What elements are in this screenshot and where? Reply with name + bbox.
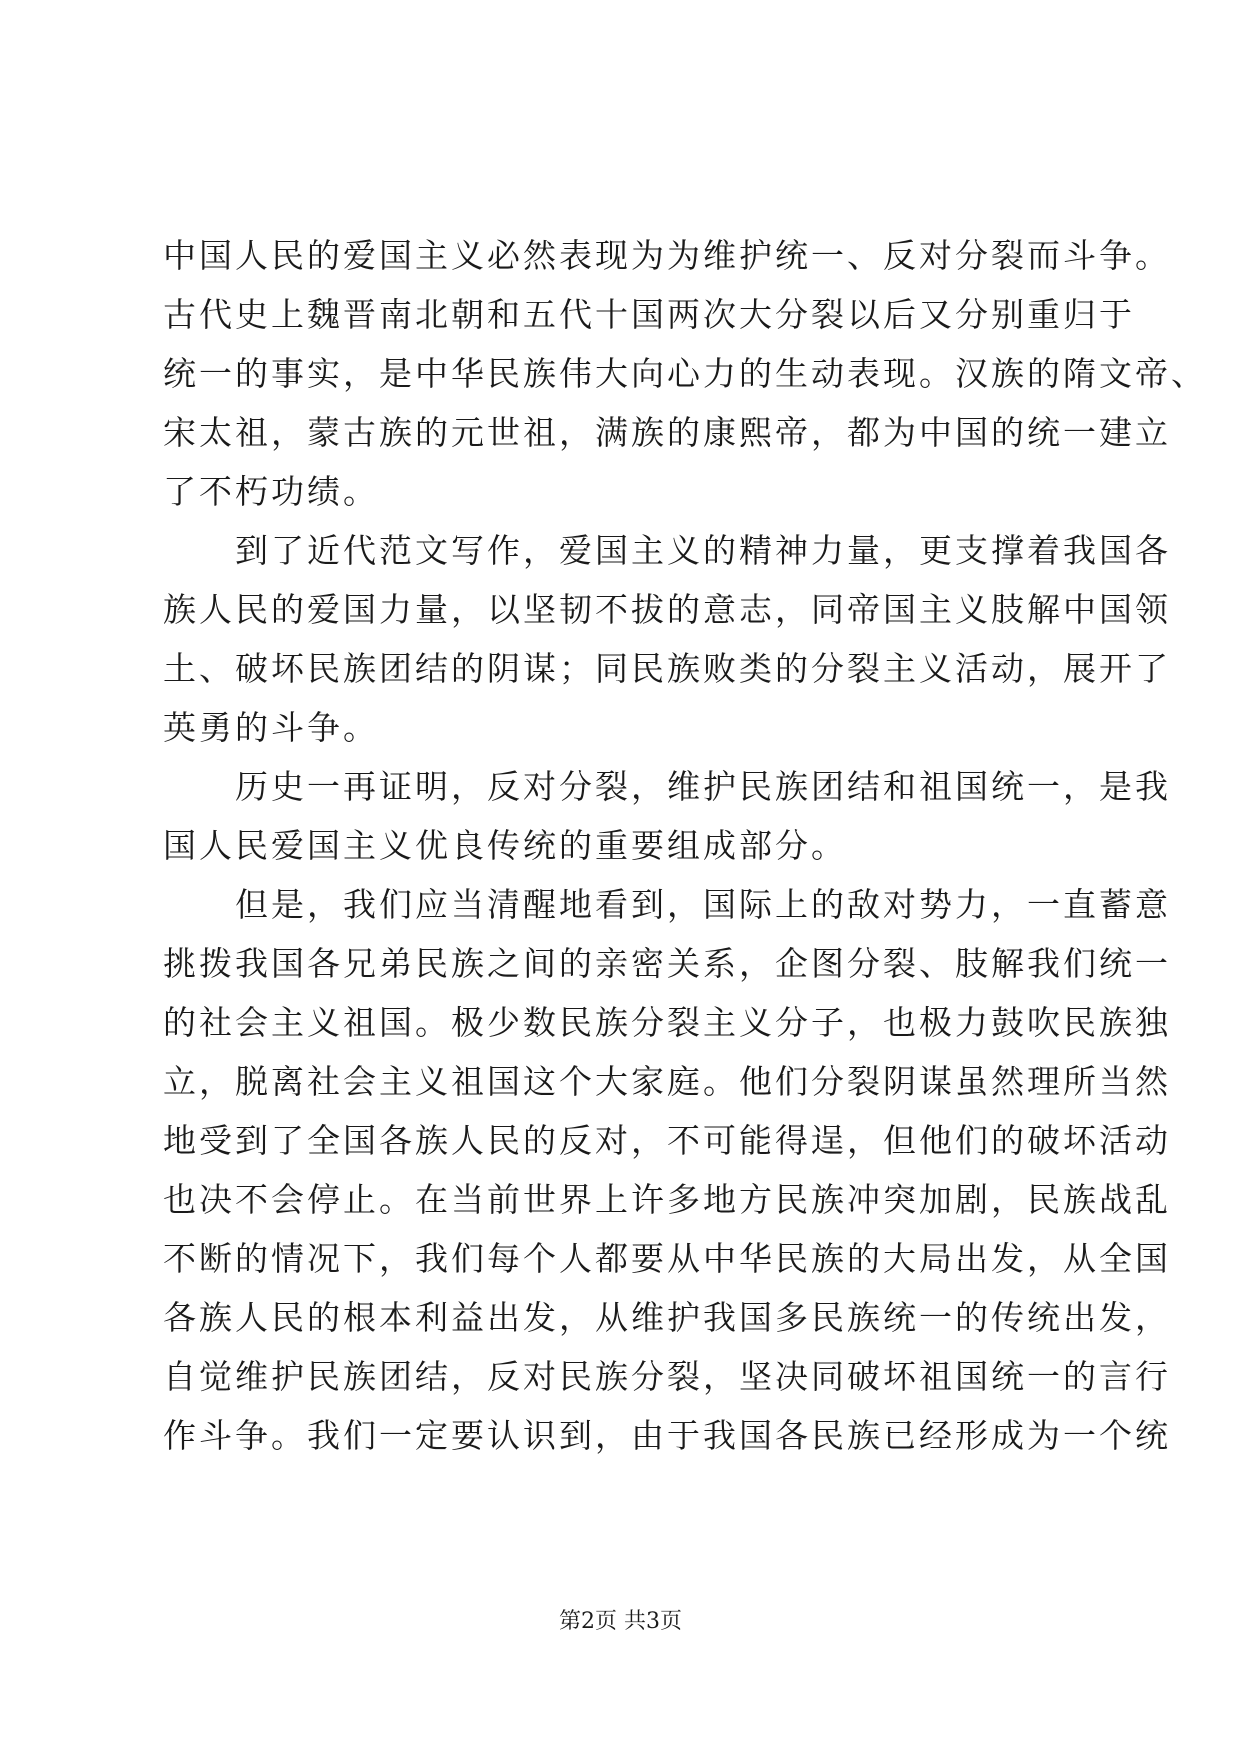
- text-line: 自觉维护民族团结，反对民族分裂，坚决同破坏祖国统一的言行: [163, 1357, 1171, 1396]
- text-line: 挑拨我国各兄弟民族之间的亲密关系，企图分裂、肢解我们统一: [163, 944, 1171, 983]
- text-line: 的社会主义祖国。极少数民族分裂主义分子，也极力鼓吹民族独: [163, 1003, 1171, 1042]
- text-line: 国人民爱国主义优良传统的重要组成部分。: [163, 826, 847, 865]
- text-line: 统一的事实，是中华民族伟大向心力的生动表现。汉族的隋文帝、: [163, 354, 1207, 393]
- text-line: 各族人民的根本利益出发，从维护我国多民族统一的传统出发，: [163, 1298, 1171, 1337]
- text-line: 古代史上魏晋南北朝和五代十国两次大分裂以后又分别重归于: [163, 295, 1135, 334]
- text-line: 不断的情况下，我们每个人都要从中华民族的大局出发，从全国: [163, 1239, 1171, 1278]
- text-line: 到了近代范文写作，爱国主义的精神力量，更支撑着我国各: [163, 531, 1171, 570]
- text-line: 作斗争。我们一定要认识到，由于我国各民族已经形成为一个统: [163, 1416, 1171, 1455]
- text-line: 族人民的爱国力量，以坚韧不拔的意志，同帝国主义肢解中国领: [163, 590, 1171, 629]
- text-line: 中国人民的爱国主义必然表现为为维护统一、反对分裂而斗争。: [163, 236, 1171, 275]
- text-line: 英勇的斗争。: [163, 708, 379, 747]
- page-footer: [0, 1607, 1241, 1637]
- text-line: 地受到了全国各族人民的反对，不可能得逞，但他们的破坏活动: [163, 1121, 1171, 1160]
- text-line: 也决不会停止。在当前世界上许多地方民族冲突加剧，民族战乱: [163, 1180, 1171, 1219]
- text-line: 了不朽功绩。: [163, 472, 379, 511]
- text-line: 历史一再证明，反对分裂，维护民族团结和祖国统一，是我: [163, 767, 1171, 806]
- page-number: 第2页 共3页: [559, 1609, 682, 1634]
- text-line: 土、破坏民族团结的阴谋；同民族败类的分裂主义活动，展开了: [163, 649, 1171, 688]
- text-line: 但是，我们应当清醒地看到，国际上的敌对势力，一直蓄意: [163, 885, 1171, 924]
- text-line: 宋太祖，蒙古族的元世祖，满族的康熙帝，都为中国的统一建立: [163, 413, 1171, 452]
- text-line: 立，脱离社会主义祖国这个大家庭。他们分裂阴谋虽然理所当然: [163, 1062, 1171, 1101]
- body-text: [163, 226, 1207, 1465]
